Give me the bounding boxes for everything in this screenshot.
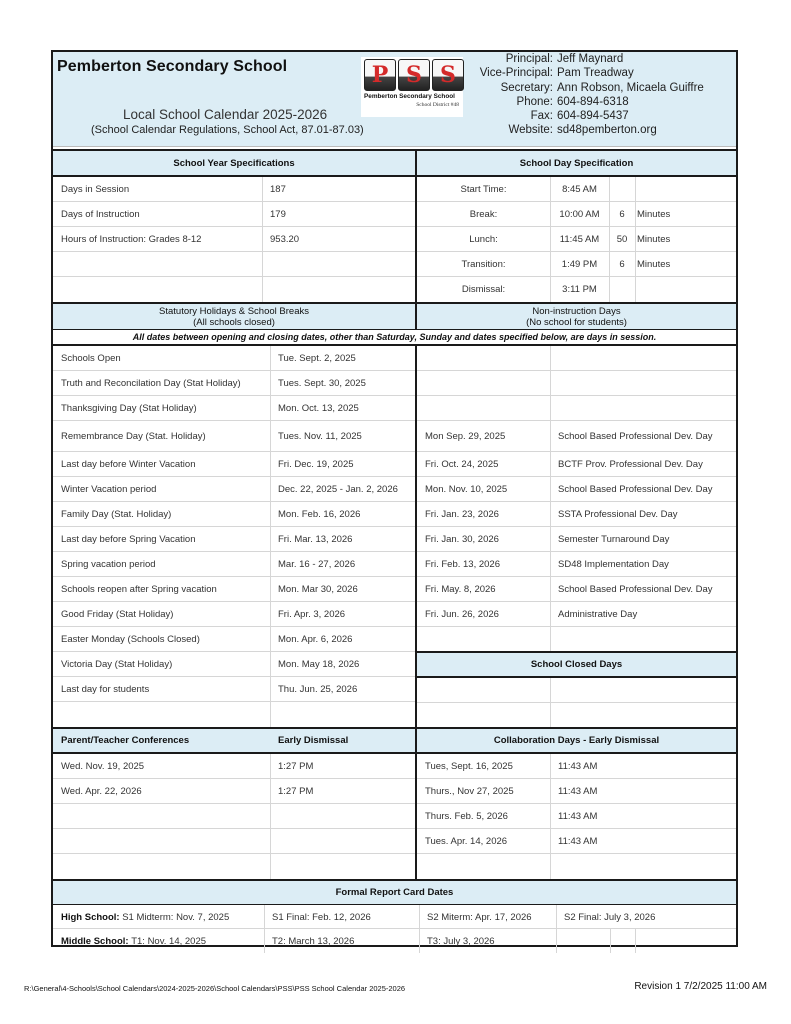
contact-label: Website:: [508, 124, 553, 137]
section-header-school-year: School Year Specifications: [53, 151, 415, 175]
high-school-label: High School:: [61, 911, 120, 923]
holiday-date: Fri. Dec. 19, 2025: [278, 459, 354, 470]
contact-label: Vice-Principal:: [479, 67, 553, 80]
day-spec-time: 8:45 AM: [562, 184, 597, 195]
day-spec-time: 3:11 PM: [562, 284, 597, 295]
holiday-label: Remembrance Day (Stat. Holiday): [61, 431, 206, 442]
holiday-label: Thanksgiving Day (Stat Holiday): [61, 403, 197, 414]
non-instruction-date: [417, 396, 550, 421]
non-instruction-description: [550, 371, 736, 396]
contact-label: Secretary:: [500, 81, 553, 94]
high-school-c1: S1 Midterm: Nov. 7, 2025: [122, 911, 230, 923]
col-line: [264, 905, 265, 953]
collaboration-date: [417, 854, 550, 879]
conference-dismissal-time: [270, 854, 415, 879]
conference-date: Wed. Nov. 19, 2025: [61, 761, 145, 772]
col-line: [270, 754, 271, 879]
closed-description: [550, 678, 736, 703]
non-instruction-date: [417, 346, 550, 371]
col-line: [550, 177, 551, 302]
section-header-school-day: School Day Specification: [417, 151, 736, 175]
high-school-s1-midterm: [53, 905, 264, 929]
contact-fax: [423, 109, 723, 123]
day-spec-label: Transition:: [461, 259, 506, 270]
collaboration-time: [550, 854, 736, 879]
holiday-date: Mon. Apr. 6, 2026: [278, 634, 353, 645]
col-line: [550, 678, 551, 727]
spec-value: 187: [270, 184, 286, 195]
non-instruction-description: SD48 Implementation Day: [558, 559, 669, 570]
non-instruction-description: [550, 627, 736, 652]
day-spec-label: Lunch:: [469, 234, 498, 245]
conference-date: Wed. Apr. 22, 2026: [61, 786, 142, 797]
conference-dismissal-time: [270, 804, 415, 829]
day-spec-label: Break:: [469, 209, 498, 220]
logo-district: School District #48: [416, 102, 459, 108]
contact-value: Ann Robson, Micaela Guiffre: [557, 81, 704, 94]
logo-school-name: Pemberton Secondary School: [364, 93, 455, 100]
middle-school-t2: T2: March 13, 2026: [272, 935, 355, 947]
middle-school-label: Middle School:: [61, 935, 129, 947]
holiday-label: [53, 702, 270, 727]
closed-date: [417, 703, 550, 728]
col-line: [262, 177, 263, 302]
col-line: [550, 754, 551, 879]
day-spec-time: 11:45 AM: [559, 234, 600, 245]
calendar-subtitle: (School Calendar Regulations, School Act, 87.01-87.03): [91, 124, 364, 136]
non-instruction-description: School Based Professional Dev. Day: [558, 584, 713, 595]
collaboration-time: 11:43 AM: [558, 761, 598, 772]
section-header-stat-holidays: [53, 304, 415, 330]
conference-date: [53, 804, 270, 829]
logo-letter-s: S: [432, 59, 464, 91]
holiday-date: Mon. Feb. 16, 2026: [278, 509, 361, 520]
non-instruction-description: Semester Turnaround Day: [558, 534, 670, 545]
conference-dismissal-time: [270, 829, 415, 854]
non-instruction-description: BCTF Prov. Professional Dev. Day: [558, 459, 703, 470]
holiday-label: Last day before Winter Vacation: [61, 459, 196, 470]
contact-vice-principal: [423, 66, 723, 80]
col-line: [609, 177, 610, 302]
day-spec-minutes: 6: [619, 259, 625, 270]
conference-date: [53, 854, 270, 879]
file-path: R:\General\4-Schools\School Calendars\2024-2025-2026\School Calendars\PSS\PSS School Calendar 2025-2026: [24, 984, 406, 993]
middle-school-t1: [53, 929, 264, 953]
non-instruction-date: Fri. Jan. 30, 2026: [425, 534, 499, 545]
holiday-date: Fri. Mar. 13, 2026: [278, 534, 353, 545]
day-spec-unit: Minutes: [637, 234, 671, 245]
contact-label: Fax:: [530, 110, 553, 123]
day-spec-label: Start Time:: [460, 184, 507, 195]
contact-principal: [423, 52, 723, 66]
non-instruction-description: School Based Professional Dev. Day: [558, 484, 713, 495]
holiday-label: Last day before Spring Vacation: [61, 534, 196, 545]
non-instruction-date: Fri. Jan. 23, 2026: [425, 509, 499, 520]
col-line: [635, 929, 636, 953]
collaboration-date: Tues. Apr. 14, 2026: [425, 836, 508, 847]
col-line: [550, 346, 551, 652]
col-line: [419, 905, 420, 953]
holiday-label: Family Day (Stat. Holiday): [61, 509, 172, 520]
middle-school-c1: T1: Nov. 14, 2025: [131, 935, 207, 947]
holiday-label: Easter Monday (Schools Closed): [61, 634, 200, 645]
spec-label: Hours of Instruction: Grades 8-12: [61, 234, 202, 245]
non-instruction-date: Fri. Feb. 13, 2026: [425, 559, 500, 570]
spec-label: Days in Session: [61, 184, 130, 195]
day-spec-minutes: [609, 277, 635, 302]
day-spec-minutes: 50: [616, 234, 628, 245]
collaboration-time: 11:43 AM: [558, 811, 598, 822]
holiday-date: Thu. Jun. 25, 2026: [278, 684, 358, 695]
col-line: [635, 177, 636, 302]
high-school-s2-final: S2 Final: July 3, 2026: [564, 911, 656, 923]
holiday-date: Tues. Nov. 11, 2025: [278, 431, 362, 442]
spec-value: [262, 252, 415, 277]
holiday-date: Mon. Mar 30, 2026: [278, 584, 358, 595]
non-instruction-date: Fri. May. 8, 2026: [425, 584, 496, 595]
contact-value: 604-894-6318: [557, 95, 629, 108]
high-school-s1-final: S1 Final: Feb. 12, 2026: [272, 911, 371, 923]
mid-divider: [415, 346, 417, 879]
non-instruction-description: SSTA Professional Dev. Day: [558, 509, 678, 520]
holiday-label: Schools Open: [61, 353, 121, 364]
day-spec-unit: [635, 177, 736, 202]
spec-value: [262, 277, 415, 302]
non-instruction-description: Administrative Day: [558, 609, 638, 620]
revision-stamp: Revision 1 7/2/2025 11:00 AM: [634, 981, 767, 992]
contact-phone: [423, 95, 723, 109]
contact-list: [423, 52, 723, 138]
holiday-label: Last day for students: [61, 684, 150, 695]
logo-letter-p: P: [364, 59, 396, 91]
header-parent-teacher: Parent/Teacher Conferences: [53, 729, 270, 752]
day-spec-minutes: [609, 177, 635, 202]
day-spec-label: Dismissal:: [461, 284, 506, 295]
col-line: [556, 905, 557, 953]
contact-website-link[interactable]: sd48pemberton.org: [557, 124, 657, 137]
spec-value: 179: [270, 209, 286, 220]
header-collaboration: Collaboration Days - Early Dismissal: [417, 729, 736, 752]
middle-school-t3: T3: July 3, 2026: [427, 935, 495, 947]
contact-secretary: [423, 81, 723, 95]
non-instruction-title: Non-instruction Days: [532, 306, 621, 317]
non-instruction-date: Mon. Nov. 10, 2025: [425, 484, 508, 495]
spec-value: 953.20: [270, 234, 300, 245]
contact-value: 604-894-5437: [557, 110, 629, 123]
header-early-dismissal: Early Dismissal: [270, 729, 415, 752]
col-line: [270, 346, 271, 727]
holiday-date: Fri. Apr. 3, 2026: [278, 609, 346, 620]
holiday-label: Truth and Reconcilation Day (Stat Holiday): [61, 378, 241, 389]
collaboration-date: Thurs. Feb. 5, 2026: [425, 811, 508, 822]
header-banner: [53, 52, 736, 147]
spec-label: [53, 252, 262, 277]
section-header-report-cards: Formal Report Card Dates: [53, 881, 736, 904]
holiday-label: Winter Vacation period: [61, 484, 157, 495]
session-note: All dates between opening and closing dates, other than Saturday, Sunday and dates specified below, are days in session.: [132, 332, 657, 342]
calendar-document: [51, 50, 738, 947]
contact-label: Phone:: [516, 95, 553, 108]
holiday-label: Schools reopen after Spring vacation: [61, 584, 217, 595]
high-school-s2-midterm: S2 Miterm: Apr. 17, 2026: [427, 911, 532, 923]
day-spec-unit: Minutes: [637, 259, 671, 270]
non-instruction-description: School Based Professional Dev. Day: [558, 431, 713, 442]
holiday-date: Mon. May 18, 2026: [278, 659, 360, 670]
contact-value: Pam Treadway: [557, 67, 634, 80]
holiday-date: Tues. Sept. 30, 2025: [278, 378, 366, 389]
contact-website: [423, 123, 723, 137]
section-header-non-instruction: [417, 304, 736, 330]
holiday-date: Dec. 22, 2025 - Jan. 2, 2026: [278, 484, 398, 495]
col-line: [610, 929, 611, 953]
non-instruction-date: [417, 627, 550, 652]
collaboration-date: Thurs., Nov 27, 2025: [425, 786, 514, 797]
stat-title: Statutory Holidays & School Breaks: [159, 306, 309, 317]
mid-divider: [415, 149, 417, 330]
non-instruction-date: Fri. Oct. 24, 2025: [425, 459, 499, 470]
non-instruction-description: [550, 396, 736, 421]
holiday-date: Tue. Sept. 2, 2025: [278, 353, 356, 364]
contact-label: Principal:: [505, 53, 553, 65]
conference-date: [53, 829, 270, 854]
collaboration-time: 11:43 AM: [558, 836, 598, 847]
collaboration-date: Tues, Sept. 16, 2025: [425, 761, 513, 772]
collaboration-time: 11:43 AM: [558, 786, 598, 797]
closed-date: [417, 678, 550, 703]
holiday-label: Spring vacation period: [61, 559, 156, 570]
holiday-date: Mon. Oct. 13, 2025: [278, 403, 359, 414]
holiday-label: Good Friday (Stat Holiday): [61, 609, 174, 620]
non-instruction-subtitle: (No school for students): [526, 317, 627, 328]
logo-letter-s: S: [398, 59, 430, 91]
day-spec-minutes: 6: [619, 209, 625, 220]
day-spec-time: 10:00 AM: [559, 209, 600, 220]
contact-value: Jeff Maynard: [557, 53, 624, 65]
day-spec-unit: Minutes: [637, 209, 671, 220]
non-instruction-date: [417, 371, 550, 396]
spec-label: Days of Instruction: [61, 209, 140, 220]
closed-description: [550, 703, 736, 728]
spec-label: [53, 277, 262, 302]
holiday-date: [270, 702, 415, 727]
holiday-date: Mar. 16 - 27, 2026: [278, 559, 356, 570]
non-instruction-date: Mon Sep. 29, 2025: [425, 431, 506, 442]
day-spec-unit: [635, 277, 736, 302]
non-instruction-description: [550, 346, 736, 371]
conference-dismissal-time: 1:27 PM: [278, 761, 314, 772]
non-instruction-date: Fri. Jun. 26, 2026: [425, 609, 499, 620]
stat-subtitle: (All schools closed): [193, 317, 275, 328]
school-name: Pemberton Secondary School: [57, 58, 288, 75]
day-spec-time: 1:49 PM: [561, 259, 598, 270]
conference-dismissal-time: 1:27 PM: [278, 786, 314, 797]
calendar-title: Local School Calendar 2025-2026: [123, 107, 328, 122]
holiday-label: Victoria Day (Stat Holiday): [61, 659, 173, 670]
section-header-school-closed: School Closed Days: [417, 653, 736, 676]
